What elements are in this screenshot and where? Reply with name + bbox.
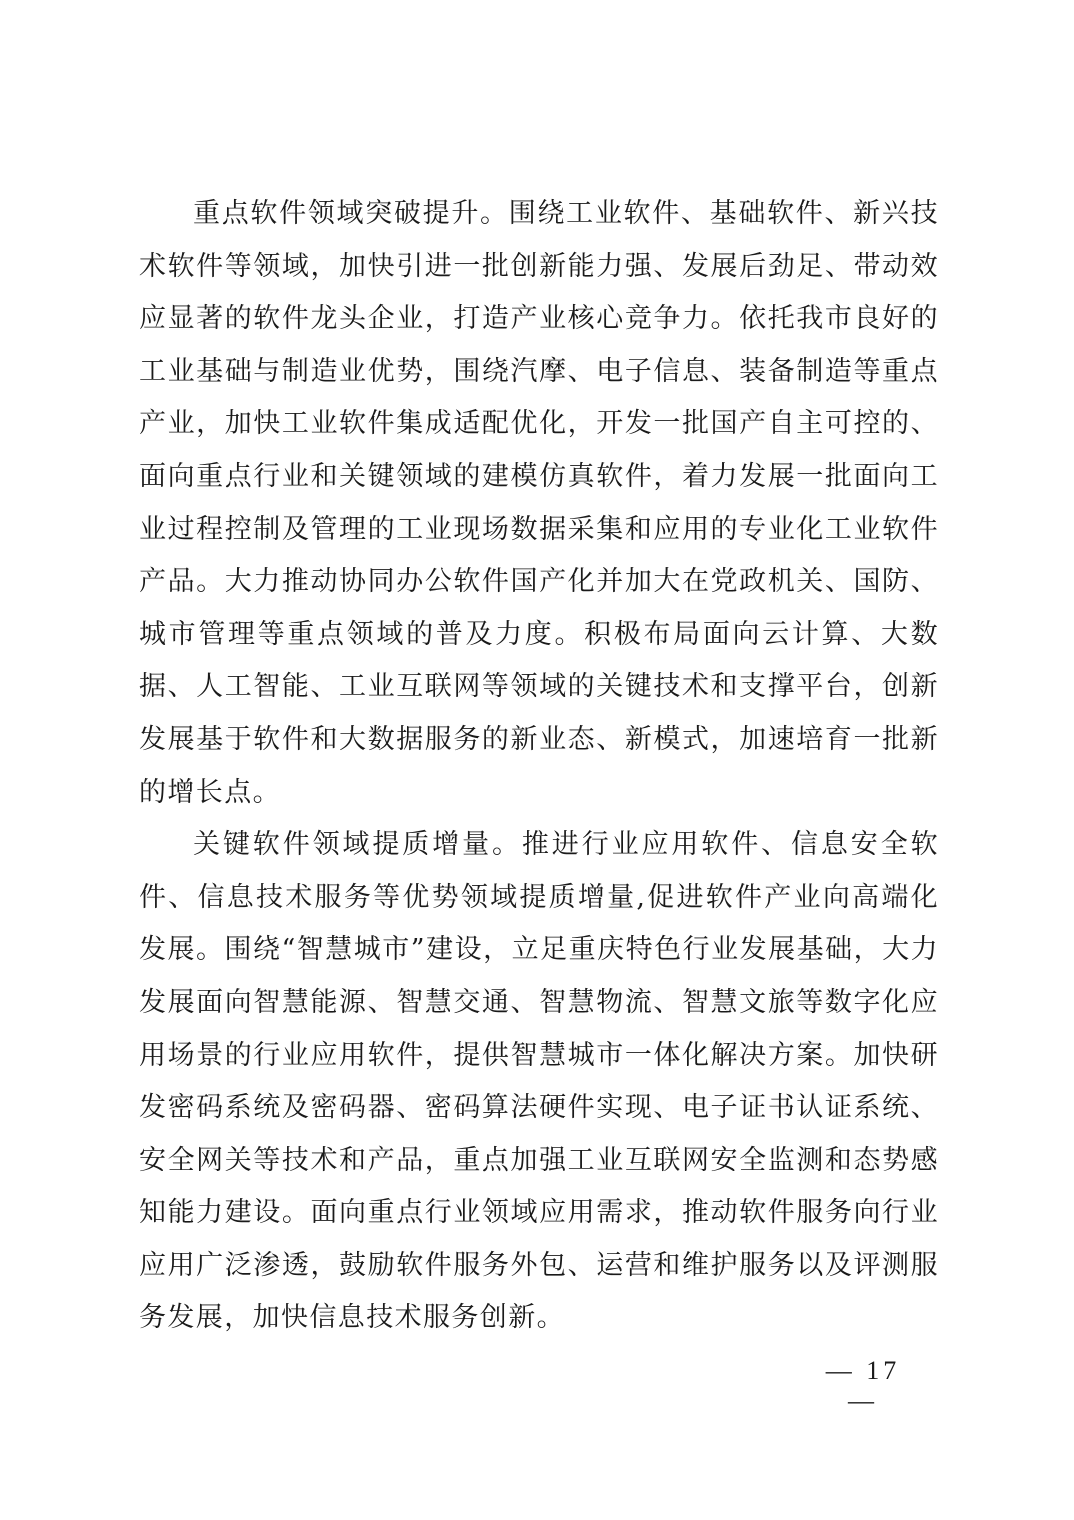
page-number: — 17 — <box>825 1356 901 1415</box>
paragraph-key-software-breakthrough: 重点软件领域突破提升。围绕工业软件、基础软件、新兴技术软件等领域，加快引进一批创新能力强、发展后劲足、带动效应显著的软件龙头企业，打造产业核心竞争力。依托我市良好的工业基础与制造业优势，围绕汽摩、电子信息、装备制造等重点产业，加快工业软件集成适配优化，开发一批国产自主可控的、面向重点行业和关键领域的建模仿真软件，着力发展一批面向工业过程控制及管理的工业现场数据采集和应用的专业化工业软件产品。大力推动协同办公软件国产化并加大在党政机关、国防、城市管理等重点领域的普及力度。积极布局面向云计算、大数据、人工智能、工业互联网等领域的关键技术和支撑平台，创新发展基于软件和大数据服务的新业态、新模式，加速培育一批新的增长点。 <box>139 198 939 808</box>
body-text <box>139 188 939 1345</box>
paragraph-key-software-quality: 关键软件领域提质增量。推进行业应用软件、信息安全软件、信息技术服务等优势领域提质增量,促进软件产业向高端化发展。围绕“智慧城市”建设，立足重庆特色行业发展基础，大力发展面向智慧能源、智慧交通、智慧物流、智慧文旅等数字化应用场景的行业应用软件，提供智慧城市一体化解决方案。加快研发密码系统及密码器、密码算法硬件实现、电子证书认证系统、安全网关等技术和产品，重点加强工业互联网安全监测和态势感知能力建设。面向重点行业领域应用需求，推动软件服务向行业应用广泛渗透，鼓励软件服务外包、运营和维护服务以及评测服务发展，加快信息技术服务创新。 <box>139 829 939 1334</box>
